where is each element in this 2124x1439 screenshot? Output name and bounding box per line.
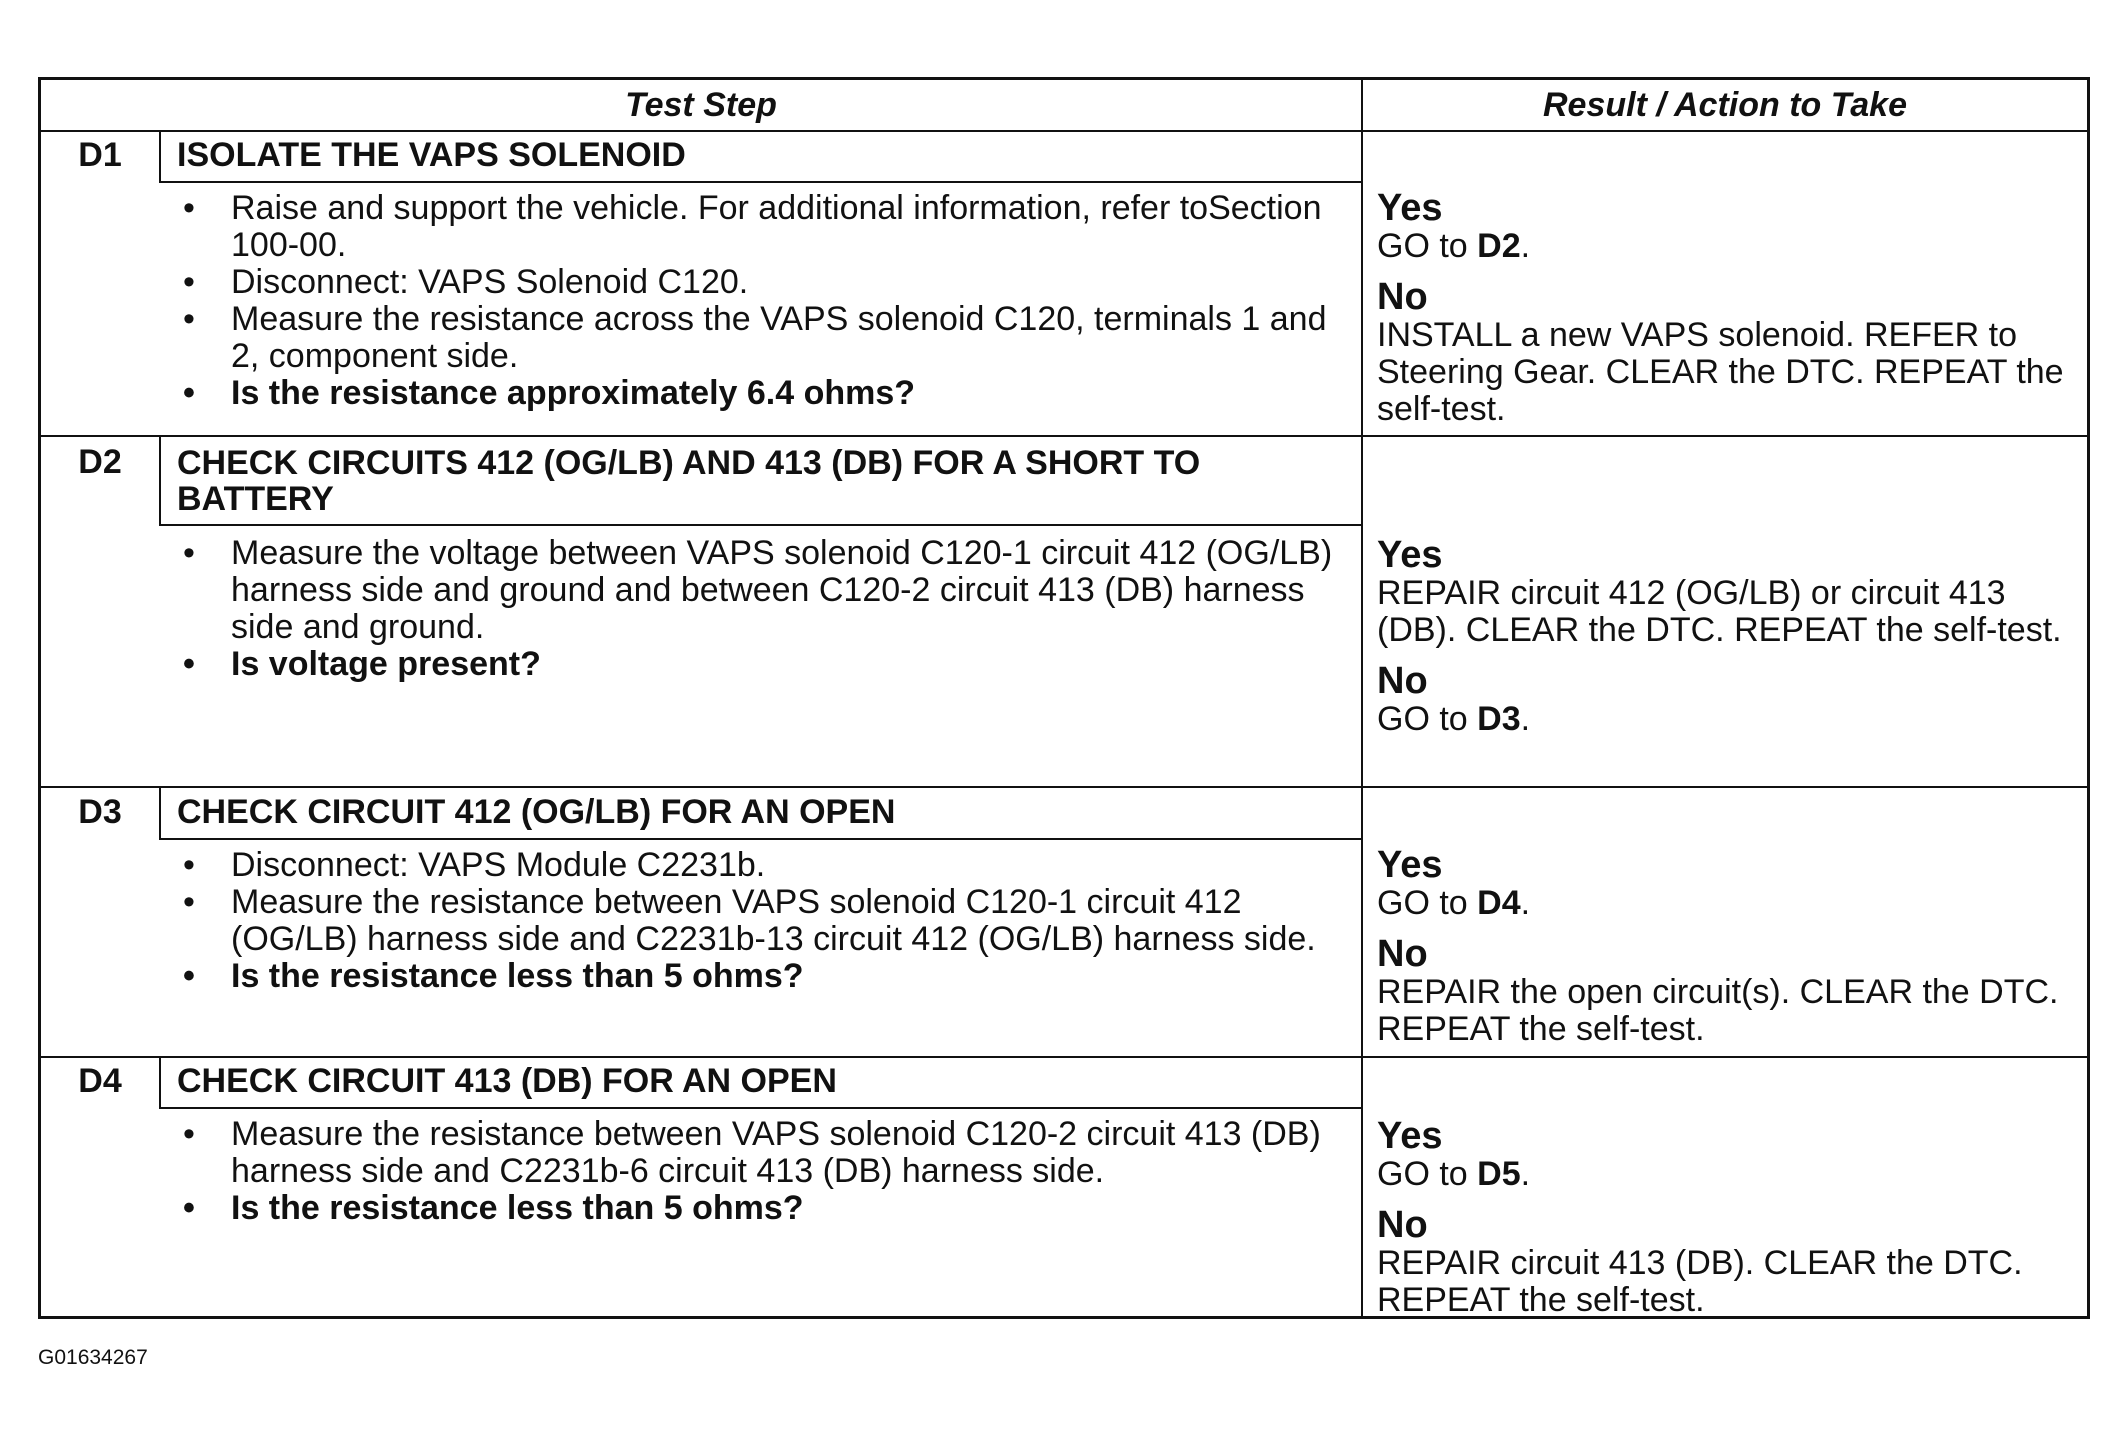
yes-action: GO to D4. [1377, 884, 1531, 922]
yes-label: Yes [1377, 844, 1443, 886]
list-item: • Disconnect: VAPS Module C2231b. [183, 846, 766, 884]
no-label: No [1377, 276, 1428, 318]
title-divider [159, 838, 1361, 840]
bullet-dot: • [183, 957, 195, 995]
column-divider [1361, 80, 1363, 1316]
step-title-d3: CHECK CIRCUIT 412 (OG/LB) FOR AN OPEN [177, 793, 896, 831]
step-id-d1: D1 [78, 136, 122, 174]
step-id-d3: D3 [78, 793, 122, 831]
step-id-divider [159, 1056, 161, 1107]
step-title-d2: CHECK CIRCUITS 412 (OG/LB) AND 413 (DB) FOR A SHORT TO BATTERY [177, 444, 1201, 518]
step-body-d3 [177, 847, 1357, 995]
no-label: No [1377, 933, 1428, 975]
step-title-d1: ISOLATE THE VAPS SOLENOID [177, 136, 686, 174]
bullet-dot: • [183, 645, 195, 683]
list-item: • Measure the voltage between VAPS solenoid C120-1 circuit 412 (OG/LB) harness side and ground and between C120-2 circuit 413 (DB) harness side and ground. [183, 534, 1333, 646]
yes-action: REPAIR circuit 412 (OG/LB) or circuit 413 (DB). CLEAR the DTC. REPEAT the self-test. [1377, 574, 2062, 649]
title-divider [159, 524, 1361, 526]
bullet-dot: • [183, 1115, 195, 1153]
question-item: • Is the resistance approximately 6.4 ohms? [183, 374, 916, 412]
title-divider [159, 1107, 1361, 1109]
bullet-dot: • [183, 374, 195, 412]
bullet-dot: • [183, 1189, 195, 1227]
no-label: No [1377, 660, 1428, 702]
bullet-dot: • [183, 263, 195, 301]
no-label: No [1377, 1204, 1428, 1246]
step-body-d4 [177, 1116, 1357, 1227]
no-action: GO to D3. [1377, 700, 1531, 738]
list-item: • Measure the resistance across the VAPS solenoid C120, terminals 1 and 2, component side. [183, 300, 1327, 375]
bullet-dot: • [183, 534, 195, 572]
question-item: • Is the resistance less than 5 ohms? [183, 957, 804, 995]
bullet-dot: • [183, 300, 195, 338]
list-item: • Measure the resistance between VAPS solenoid C120-1 circuit 412 (OG/LB) harness side and C2231b-13 circuit 412 (OG/LB) harness side. [183, 883, 1316, 958]
yes-label: Yes [1377, 1115, 1443, 1157]
step-body-d1 [177, 190, 1357, 412]
question-item: • Is the resistance less than 5 ohms? [183, 1189, 804, 1227]
no-action: REPAIR the open circuit(s). CLEAR the DTC. REPEAT the self-test. [1377, 973, 2059, 1048]
yes-label: Yes [1377, 187, 1443, 229]
header-test-step: Test Step [625, 86, 777, 124]
yes-label: Yes [1377, 534, 1443, 576]
bullet-dot: • [183, 883, 195, 921]
step-id-divider [159, 786, 161, 838]
bullet-dot: • [183, 846, 195, 884]
list-item: • Disconnect: VAPS Solenoid C120. [183, 263, 749, 301]
yes-action: GO to D5. [1377, 1155, 1531, 1193]
yes-action: GO to D2. [1377, 227, 1531, 265]
step-id-d2: D2 [78, 443, 122, 481]
row-divider [41, 435, 2087, 437]
bullet-dot: • [183, 189, 195, 227]
step-id-divider [159, 130, 161, 181]
list-item: • Measure the resistance between VAPS solenoid C120-2 circuit 413 (DB) harness side and C2231b-6 circuit 413 (DB) harness side. [183, 1115, 1321, 1190]
header-result-action: Result / Action to Take [1543, 86, 1907, 124]
figure-id: G01634267 [38, 1346, 148, 1369]
step-body-d2 [177, 535, 1357, 683]
result-d3 [1377, 845, 2077, 1048]
title-divider [159, 181, 1361, 183]
row-divider [41, 1056, 2087, 1058]
step-id-divider [159, 435, 161, 524]
no-action: REPAIR circuit 413 (DB). CLEAR the DTC. REPEAT the self-test. [1377, 1244, 2023, 1319]
diagnostic-table [38, 77, 2090, 1319]
row-divider [41, 786, 2087, 788]
step-title-d4: CHECK CIRCUIT 413 (DB) FOR AN OPEN [177, 1062, 837, 1100]
list-item: • Raise and support the vehicle. For additional information, refer toSection 100-00. [183, 189, 1322, 264]
result-d1 [1377, 188, 2077, 428]
no-action: INSTALL a new VAPS solenoid. REFER to Steering Gear. CLEAR the DTC. REPEAT the self-test. [1377, 316, 2064, 428]
result-d2 [1377, 535, 2077, 738]
step-id-d4: D4 [78, 1062, 122, 1100]
question-item: • Is voltage present? [183, 645, 541, 683]
result-d4 [1377, 1116, 2077, 1319]
header-divider [41, 130, 2087, 132]
